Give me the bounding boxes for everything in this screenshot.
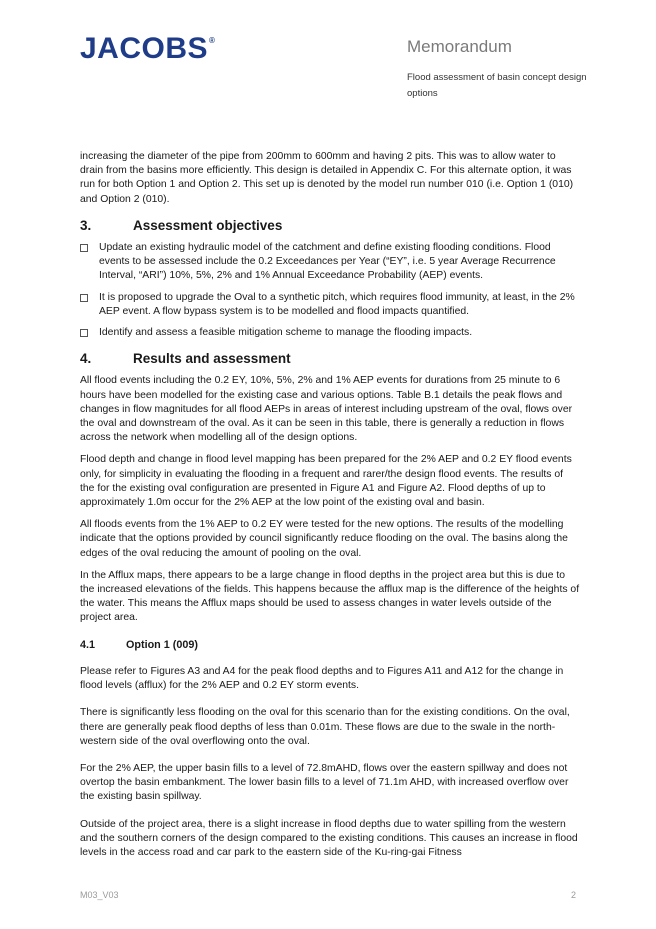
section-4-heading bbox=[80, 352, 580, 366]
intro-paragraph: increasing the diameter of the pipe from 200mm to 600mm and having 2 pits. This was to allow water to drain from the basins more efficiently. This design is detailed in Appendix C. For this alternate option, it was run for both Option 1 and Option 2. This set up is denoted by the model run number 010 (i.e. Option 1 (010) and Option 2 (010). bbox=[80, 151, 574, 205]
document-body bbox=[80, 150, 580, 873]
document-code: M03_V03 bbox=[80, 890, 119, 900]
paragraph: Please refer to Figures A3 and A4 for the peak flood depths and to Figures A11 and A12 for the change in flood levels (afflux) for the 2% AEP and 0.2 EY storm events. bbox=[80, 665, 564, 692]
section-4-1-heading bbox=[80, 638, 580, 652]
section-3-heading bbox=[80, 219, 580, 233]
document-type: Memorandum bbox=[407, 37, 512, 56]
list-item bbox=[80, 241, 580, 284]
registered-mark: ® bbox=[209, 36, 216, 45]
jacobs-logo bbox=[80, 32, 215, 66]
paragraph: All floods events from the 1% AEP to 0.2 EY were tested for the new options. The results of the modelling indicate that the options provided by council significantly reduce flooding on the oval. The basins along the edges of the oval reducing the amount of pooling on the oval. bbox=[80, 519, 568, 559]
document-subtitle: Flood assessment of basin concept design options bbox=[407, 72, 587, 99]
section-number: 4. bbox=[80, 351, 92, 367]
section-number: 3. bbox=[80, 217, 92, 233]
subsection-title: Option 1 (009) bbox=[126, 638, 198, 651]
list-item-text: It is proposed to upgrade the Oval to a synthetic pitch, which requires flood immunity, at least, in the 2% AEP event. A flow bypass system is to be modelled and flood impacts quantified. bbox=[99, 291, 575, 317]
checkbox-bullet-icon bbox=[80, 244, 88, 252]
paragraph: In the Afflux maps, there appears to be a large change in flood depths in the project area but this is due to the increased elevations of the fields. This happens because the afflux map is the difference of the heights of the water. This means the Afflux maps should be used to assess changes in water levels outside of the project area. bbox=[80, 569, 580, 624]
list-item-text: Identify and assess a feasible mitigation scheme to manage the flooding impacts. bbox=[99, 327, 473, 339]
paragraph: Outside of the project area, there is a slight increase in flood depths due to water spilling from the western and the southern corners of the design compared to the existing conditions. This causes an increase in flood levels in the access road and car park to the eastern side of the Ku-ring-gai Fitness bbox=[80, 818, 578, 858]
section-title: Results and assessment bbox=[133, 351, 291, 367]
paragraph: All flood events including the 0.2 EY, 10%, 5%, 2% and 1% AEP events for durations from 25 minute to 6 hours have been modelled for the existing case and various options. Table B.1 details the peak flows and changes in flow magnitudes for all flood AEPs in areas of interest including upstream of the oval, flows over the oval and downstream of the oval. As it can be seen in this table, there is generally a reduction in flows across the network when modelling all of the design options. bbox=[80, 375, 573, 444]
paragraph: There is significantly less flooding on the oval for this scenario than for the existing conditions. On the oval, there are generally peak flood depths of less than 0.01m. These flows are due to the swale in the north-western side of the oval overflowing onto the oval. bbox=[80, 707, 570, 747]
list-item bbox=[80, 326, 580, 340]
logo-text: JACOBS bbox=[80, 32, 209, 65]
checkbox-bullet-icon bbox=[80, 329, 88, 337]
paragraph: For the 2% AEP, the upper basin fills to a level of 72.8mAHD, flows over the eastern spillway and does not overtop the basin embankment. The lower basin fills to a level of 71.1m AHD, with increased overflow over the existing basin spillway. bbox=[80, 762, 569, 803]
page-number: 2 bbox=[571, 890, 577, 900]
paragraph: Flood depth and change in flood level mapping has been prepared for the 2% AEP and 0.2 EY flood events only, for simplicity in evaluating the flooding in a frequent and rarer/the design flood events. The results of the for the existing oval configuration are presented in Figure A1 and Figure A2. Flood depths of up to approximately 1.0m occur for the 2% AEP at the low point of the existing oval and basin. bbox=[80, 454, 572, 509]
list-item-text: Update an existing hydraulic model of the catchment and define existing flooding conditions. Flood events to be assessed include the 0.2 Exceedances per Year (“EY”, i.e. 5 year Average Recurrence Interval, “ARI”) 10%, 5%, 2% and 1% Annual Exceedance Probability (AEP) events. bbox=[99, 242, 556, 282]
subsection-number: 4.1 bbox=[80, 638, 96, 651]
objectives-list bbox=[80, 241, 580, 340]
list-item bbox=[80, 291, 580, 319]
checkbox-bullet-icon bbox=[80, 294, 88, 302]
section-title: Assessment objectives bbox=[133, 217, 283, 233]
